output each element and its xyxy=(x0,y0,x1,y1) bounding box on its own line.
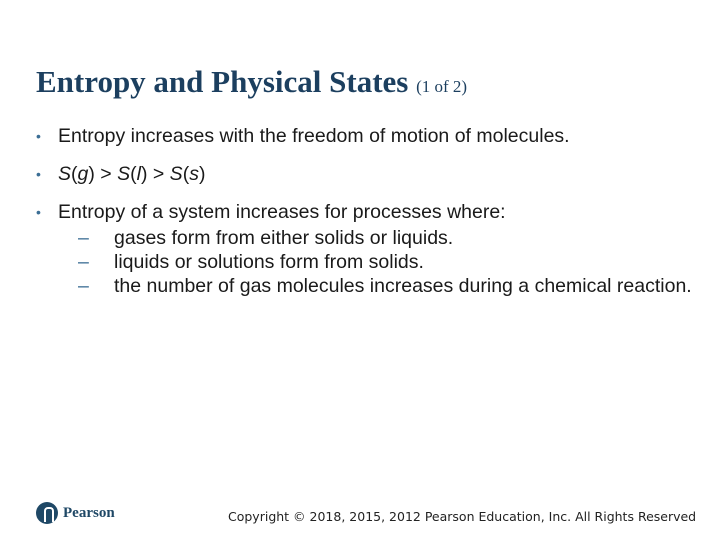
pearson-logo-icon xyxy=(36,502,58,524)
sub-list xyxy=(58,226,706,298)
dash-icon: – xyxy=(78,227,89,249)
copyright-footer: Copyright © 2018, 2015, 2012 Pearson Education, Inc. All Rights Reserved xyxy=(228,509,697,524)
bullet-list xyxy=(36,124,706,312)
bullet-icon: • xyxy=(36,204,41,220)
formula-part: S xyxy=(117,163,131,185)
formula-part: S xyxy=(169,163,183,185)
bullet-icon: • xyxy=(36,128,41,144)
dash-icon: – xyxy=(78,275,89,297)
formula-part: ) > xyxy=(140,163,170,185)
sub-item xyxy=(78,250,706,274)
bullet-icon: • xyxy=(36,166,41,182)
sub-item-text: liquids or solutions form from solids. xyxy=(114,251,424,273)
formula-part: S xyxy=(58,163,72,185)
bullet-item xyxy=(36,162,706,186)
formula-part: ) > xyxy=(88,163,118,185)
logo-text: Pearson xyxy=(63,504,115,521)
title-sub: (1 of 2) xyxy=(416,77,468,96)
formula-part: ( xyxy=(182,163,190,185)
formula-part: ( xyxy=(71,163,78,185)
formula-part: ) xyxy=(198,163,206,185)
dash-icon: – xyxy=(78,251,89,273)
formula-part: s xyxy=(189,163,199,185)
bullet-text: Entropy increases with the freedom of motion of molecules. xyxy=(58,125,570,147)
sub-item-text: the number of gas molecules increases during a chemical reaction. xyxy=(114,275,692,297)
slide-title xyxy=(36,64,467,100)
sub-item-text: gases form from either solids or liquids. xyxy=(114,227,454,249)
entropy-order-formula xyxy=(58,163,205,185)
formula-part: l xyxy=(136,163,141,185)
formula-part: g xyxy=(77,163,89,185)
bullet-item xyxy=(36,124,706,148)
title-main: Entropy and Physical States xyxy=(36,64,409,99)
sub-item xyxy=(78,274,706,298)
formula-part: ( xyxy=(130,163,137,185)
pearson-logo xyxy=(36,502,115,524)
bullet-text: Entropy of a system increases for processes where: xyxy=(58,201,506,223)
sub-item xyxy=(78,226,706,250)
bullet-item xyxy=(36,200,706,298)
